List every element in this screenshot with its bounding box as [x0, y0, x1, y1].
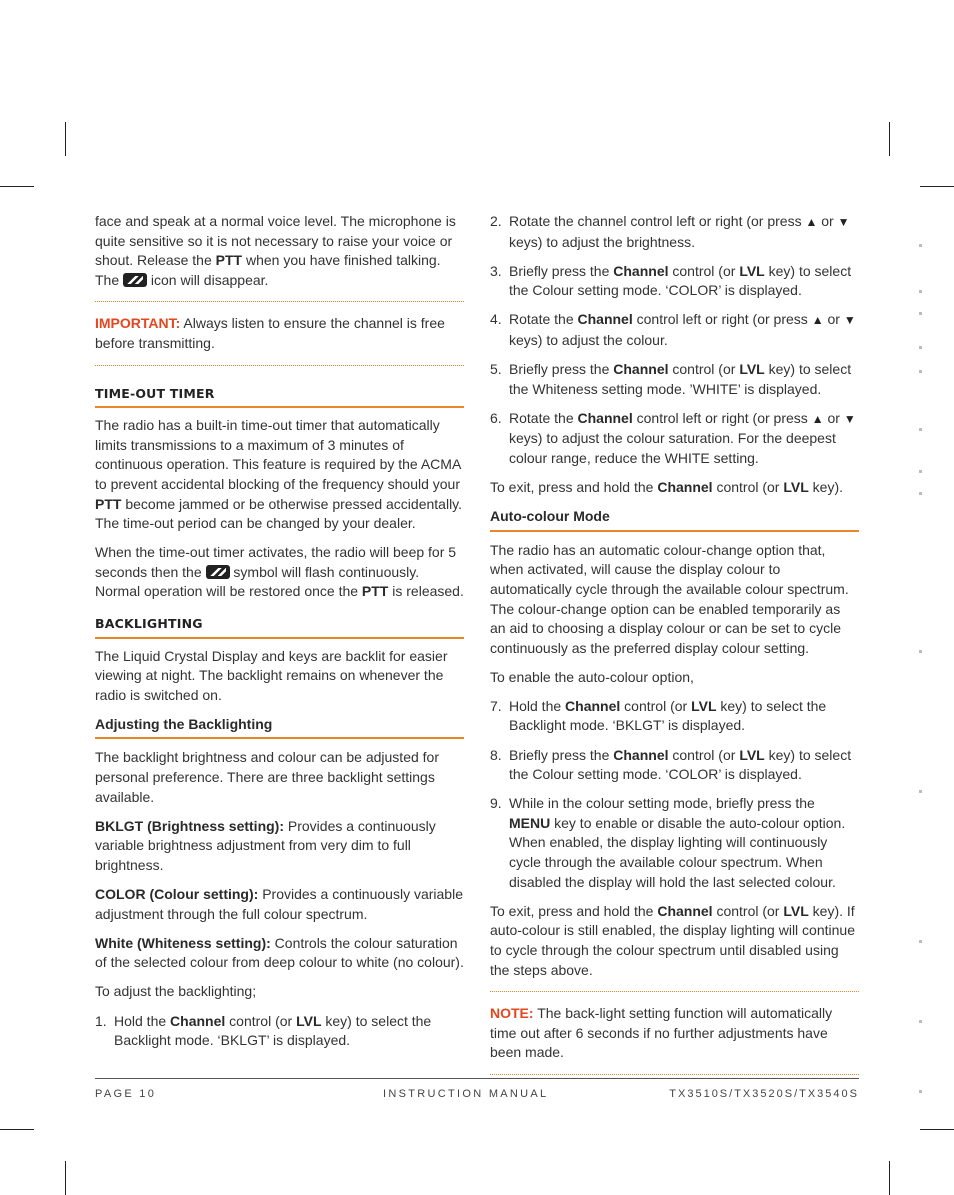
note-text: The back-light setting function will automatically time out after 6 seconds if no further adjustments have been made.: [490, 1005, 833, 1061]
step-number: 5.: [490, 361, 502, 378]
white-definition: [95, 934, 464, 973]
dotted-divider: [490, 991, 859, 992]
important-text: Always listen to ensure the channel is free before transmitting.: [95, 315, 445, 351]
subheading-adjusting: Adjusting the Backlighting: [95, 715, 464, 740]
step-1: [95, 1012, 464, 1051]
intro-text: face and speak at a normal voice level. The microphone is quite sensitive so it is not necessary to raise your voice or shout. Release the: [95, 213, 456, 269]
bleed-mark: [919, 790, 922, 793]
ptt-key-label: PTT: [215, 252, 243, 269]
up-triangle-icon: ▲: [805, 215, 818, 229]
bleed-mark: [919, 1090, 922, 1093]
step-3: [490, 262, 859, 301]
bleed-mark: [919, 492, 922, 495]
right-column: [490, 212, 859, 1087]
step-text: Rotate the channel control left or right (or press ▲ or ▼ keys) to adjust the brightness.: [509, 213, 850, 250]
adjust-paragraph: The backlight brightness and colour can be adjusted for personal preference. There are three backlight settings available.: [95, 749, 439, 805]
down-triangle-icon: ▼: [843, 411, 856, 426]
section-heading-timeout: TIME-OUT TIMER: [95, 384, 464, 409]
definition-term: BKLGT (Brightness setting):: [95, 817, 284, 834]
timeout-paragraph: [95, 416, 464, 534]
crop-mark: [65, 122, 66, 156]
definition-text: Controls the colour saturation of the selected colour from deep colour to white (no colour).: [95, 934, 464, 971]
step-number: 2.: [490, 213, 502, 229]
to-enable-text: To enable the auto-colour option,: [490, 668, 694, 685]
body-text: When the time-out timer activates, the radio will beep for 5 seconds then the: [95, 544, 457, 580]
step-text: Rotate the Channel control left or right (or press ▲ or ▼ keys) to adjust the colour.: [509, 311, 856, 348]
intro-paragraph: [95, 212, 464, 290]
subheading-auto-colour: Auto-colour Mode: [490, 507, 859, 532]
step-number: 3.: [490, 262, 502, 279]
intro-text: when you have finished talking. The: [95, 252, 441, 288]
step-text: Hold the Channel control (or LVL key) to select the Backlight mode. ‘BKLGT’ is displayed.: [509, 697, 827, 734]
transmit-icon: [123, 273, 147, 287]
step-text: Briefly press the Channel control (or LVL key) to select the Colour setting mode. ‘COLOR’ is displayed.: [509, 746, 852, 783]
up-triangle-icon: ▲: [811, 313, 824, 328]
auto-colour-paragraph: The radio has an automatic colour-change option that, when activated, will cause the display colour to automatically cycle through the available colour spectrum. The colour-change option can be enabled temporarily as an aid to choosing a display colour or can be set to cycle continuously as the preferred display colour setting.: [490, 541, 849, 656]
step-4: [490, 310, 859, 350]
bleed-mark: [919, 244, 922, 247]
body-text: become jammed or be otherwise pressed accidentally. The time-out period can be changed by your dealer.: [95, 495, 463, 532]
definition-term: White (Whiteness setting):: [95, 934, 271, 951]
footer-rule: [95, 1078, 859, 1079]
step-2: [490, 212, 859, 252]
bklgt-definition: [95, 817, 464, 876]
step-9: [490, 794, 859, 892]
step-text: While in the colour setting mode, briefly press the MENU key to enable or disable the auto-colour option. When enabled, the display lighting will continuously cycle through the available colour spectrum. When disabled the display will hold the last selected colour.: [509, 795, 846, 890]
crop-mark: [920, 186, 954, 187]
bleed-mark: [919, 470, 922, 473]
important-note: [95, 314, 464, 353]
down-triangle-icon: ▼: [837, 215, 850, 229]
step-text: Briefly press the Channel control (or LVL key) to select the Colour setting mode. ‘COLOR’ is displayed.: [509, 262, 852, 299]
bleed-mark: [919, 940, 922, 943]
definition-term: COLOR (Colour setting):: [95, 886, 259, 903]
crop-mark: [920, 1129, 954, 1130]
body-text: The radio has a built-in time-out timer that automatically limits transmissions to a maximum of 3 minutes of continuous operation. This feature is required by the ACMA to prevent accidental blocking of the frequency should your: [95, 417, 461, 492]
transmit-icon: [206, 565, 230, 579]
down-triangle-icon: ▼: [843, 313, 856, 328]
step-number: 7.: [490, 697, 502, 714]
note-label: NOTE:: [490, 1005, 534, 1022]
left-column: [95, 212, 464, 1060]
timeout-paragraph: [95, 543, 464, 602]
step-5: [490, 360, 859, 399]
exit-instruction: To exit, press and hold the Channel control (or LVL key). If auto-colour is still enabled, the display lighting will continue to cycle through the colour spectrum until disabled using the steps above.: [490, 902, 855, 978]
definition-text: Provides a continuously variable adjustment through the full colour spectrum.: [95, 886, 463, 922]
crop-mark: [0, 186, 34, 187]
body-text: symbol will flash continuously. Normal operation will be restored once the: [95, 563, 420, 600]
step-number: 1.: [95, 1012, 107, 1029]
step-number: 9.: [490, 795, 502, 812]
important-label: IMPORTANT:: [95, 315, 181, 332]
step-6: [490, 409, 859, 469]
intro-text: icon will disappear.: [147, 271, 269, 288]
bleed-mark: [919, 370, 922, 373]
step-text: Hold the Channel control (or LVL key) to select the Backlight mode. ‘BKLGT’ is displayed.: [114, 1012, 432, 1049]
bleed-mark: [919, 428, 922, 431]
bleed-mark: [919, 1020, 922, 1023]
ptt-key-label: PTT: [95, 495, 122, 512]
note: [490, 1004, 859, 1063]
bleed-mark: [919, 650, 922, 653]
ptt-key-label: PTT: [361, 583, 389, 600]
crop-mark: [65, 1161, 66, 1195]
body-text: is released.: [388, 583, 464, 600]
step-text: Rotate the Channel control left or right (or press ▲ or ▼ keys) to adjust the colour saturation. For the deepest colour range, reduce the WHITE setting.: [509, 409, 856, 466]
color-definition: [95, 885, 464, 924]
section-heading-backlighting: BACKLIGHTING: [95, 614, 464, 639]
crop-mark: [889, 1161, 890, 1195]
definition-text: Provides a continuously variable brightness adjustment from very dim to full brightness.: [95, 817, 436, 873]
dotted-divider: [490, 1074, 859, 1075]
step-text: Briefly press the Channel control (or LVL key) to select the Whiteness setting mode. ’WHITE’ is displayed.: [509, 361, 852, 397]
backlight-paragraph: The Liquid Crystal Display and keys are backlit for easier viewing at night. The backlight remains on whenever the radio is switched on.: [95, 647, 448, 703]
step-number: 8.: [490, 746, 502, 763]
step-number: 6.: [490, 409, 502, 426]
dotted-divider: [95, 365, 464, 366]
step-number: 4.: [490, 311, 502, 328]
crop-mark: [889, 122, 890, 156]
footer-models: TX3510S/TX3520S/TX3540S: [669, 1088, 859, 1100]
bleed-mark: [919, 312, 922, 315]
step-8: [490, 746, 859, 785]
footer-title: INSTRUCTION MANUAL: [383, 1088, 549, 1100]
up-triangle-icon: ▲: [811, 411, 824, 426]
step-7: [490, 697, 859, 736]
to-adjust-text: To adjust the backlighting;: [95, 983, 257, 1000]
crop-mark: [0, 1129, 34, 1130]
exit-instruction: To exit, press and hold the Channel control (or LVL key).: [490, 479, 844, 496]
page-number: PAGE 10: [95, 1088, 157, 1100]
dotted-divider: [95, 301, 464, 302]
bleed-mark: [919, 290, 922, 293]
bleed-mark: [919, 346, 922, 349]
